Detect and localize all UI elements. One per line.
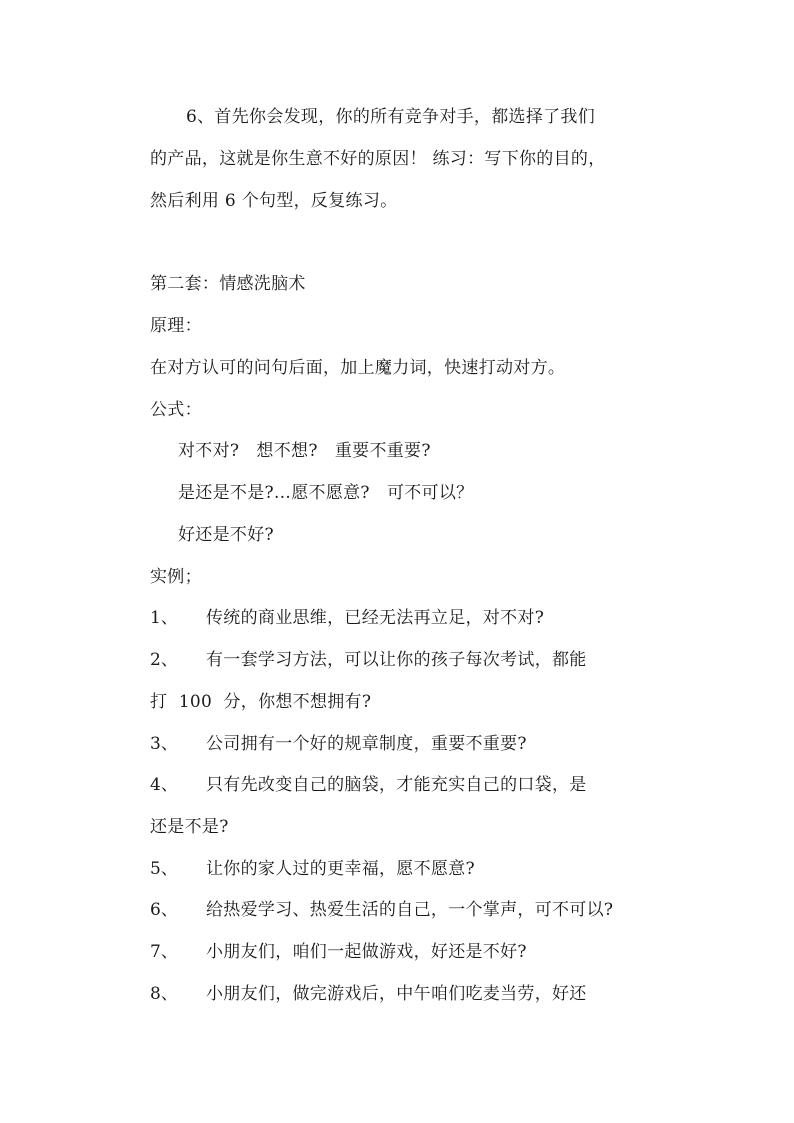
formula-line-3: 好还是不好?: [178, 525, 274, 545]
example-text: 让你的家人过的更幸福，愿不愿意?: [206, 859, 475, 879]
example-text: 给热爱学习、热爱生活的自己，一个掌声，可不可以?: [206, 900, 614, 920]
example-number: 7、: [150, 942, 178, 962]
example-text: 小朋友们，做完游戏后，中午咱们吃麦当劳，好还: [206, 984, 587, 1004]
example-text: 只有先改变自己的脑袋，才能充实自己的口袋，是: [206, 775, 587, 795]
formula-line-2: 是还是不是?…愿不愿意? 可不可以？: [178, 483, 474, 503]
intro-line-1: 6、首先你会发现，你的所有竞争对手，都选择了我们: [186, 107, 596, 127]
example-number: 8、: [150, 984, 178, 1004]
principle-label: 原理：: [150, 316, 202, 336]
example-number: 3、: [150, 734, 178, 754]
example-number: 1、: [150, 608, 178, 628]
example-text-continued: 打 100 分，你想不想拥有?: [150, 692, 372, 712]
example-text-continued: 还是不是?: [150, 817, 229, 837]
formula-line-1: 对不对? 想不想? 重要不重要?: [178, 441, 431, 461]
principle-text: 在对方认可的问句后面，加上魔力词，快速打动对方。: [150, 358, 566, 378]
example-number: 5、: [150, 859, 178, 879]
examples-label: 实例；: [150, 567, 202, 587]
example-number: 2、: [150, 650, 178, 670]
example-number: 6、: [150, 900, 178, 920]
intro-line-2: 的产品，这就是你生意不好的原因！ 练习：写下你的目的，: [150, 149, 606, 169]
section-title: 第二套：情感洗脑术: [150, 274, 306, 294]
example-text: 小朋友们，咱们一起做游戏，好还是不好?: [206, 942, 527, 962]
example-text: 有一套学习方法，可以让你的孩子每次考试，都能: [206, 650, 587, 670]
formula-label: 公式：: [150, 400, 202, 420]
example-text: 传统的商业思维，已经无法再立足，对不对?: [206, 608, 545, 628]
example-text: 公司拥有一个好的规章制度，重要不重要?: [206, 734, 527, 754]
intro-line-3: 然后利用 6 个句型，反复练习。: [150, 191, 398, 211]
example-number: 4、: [150, 775, 178, 795]
